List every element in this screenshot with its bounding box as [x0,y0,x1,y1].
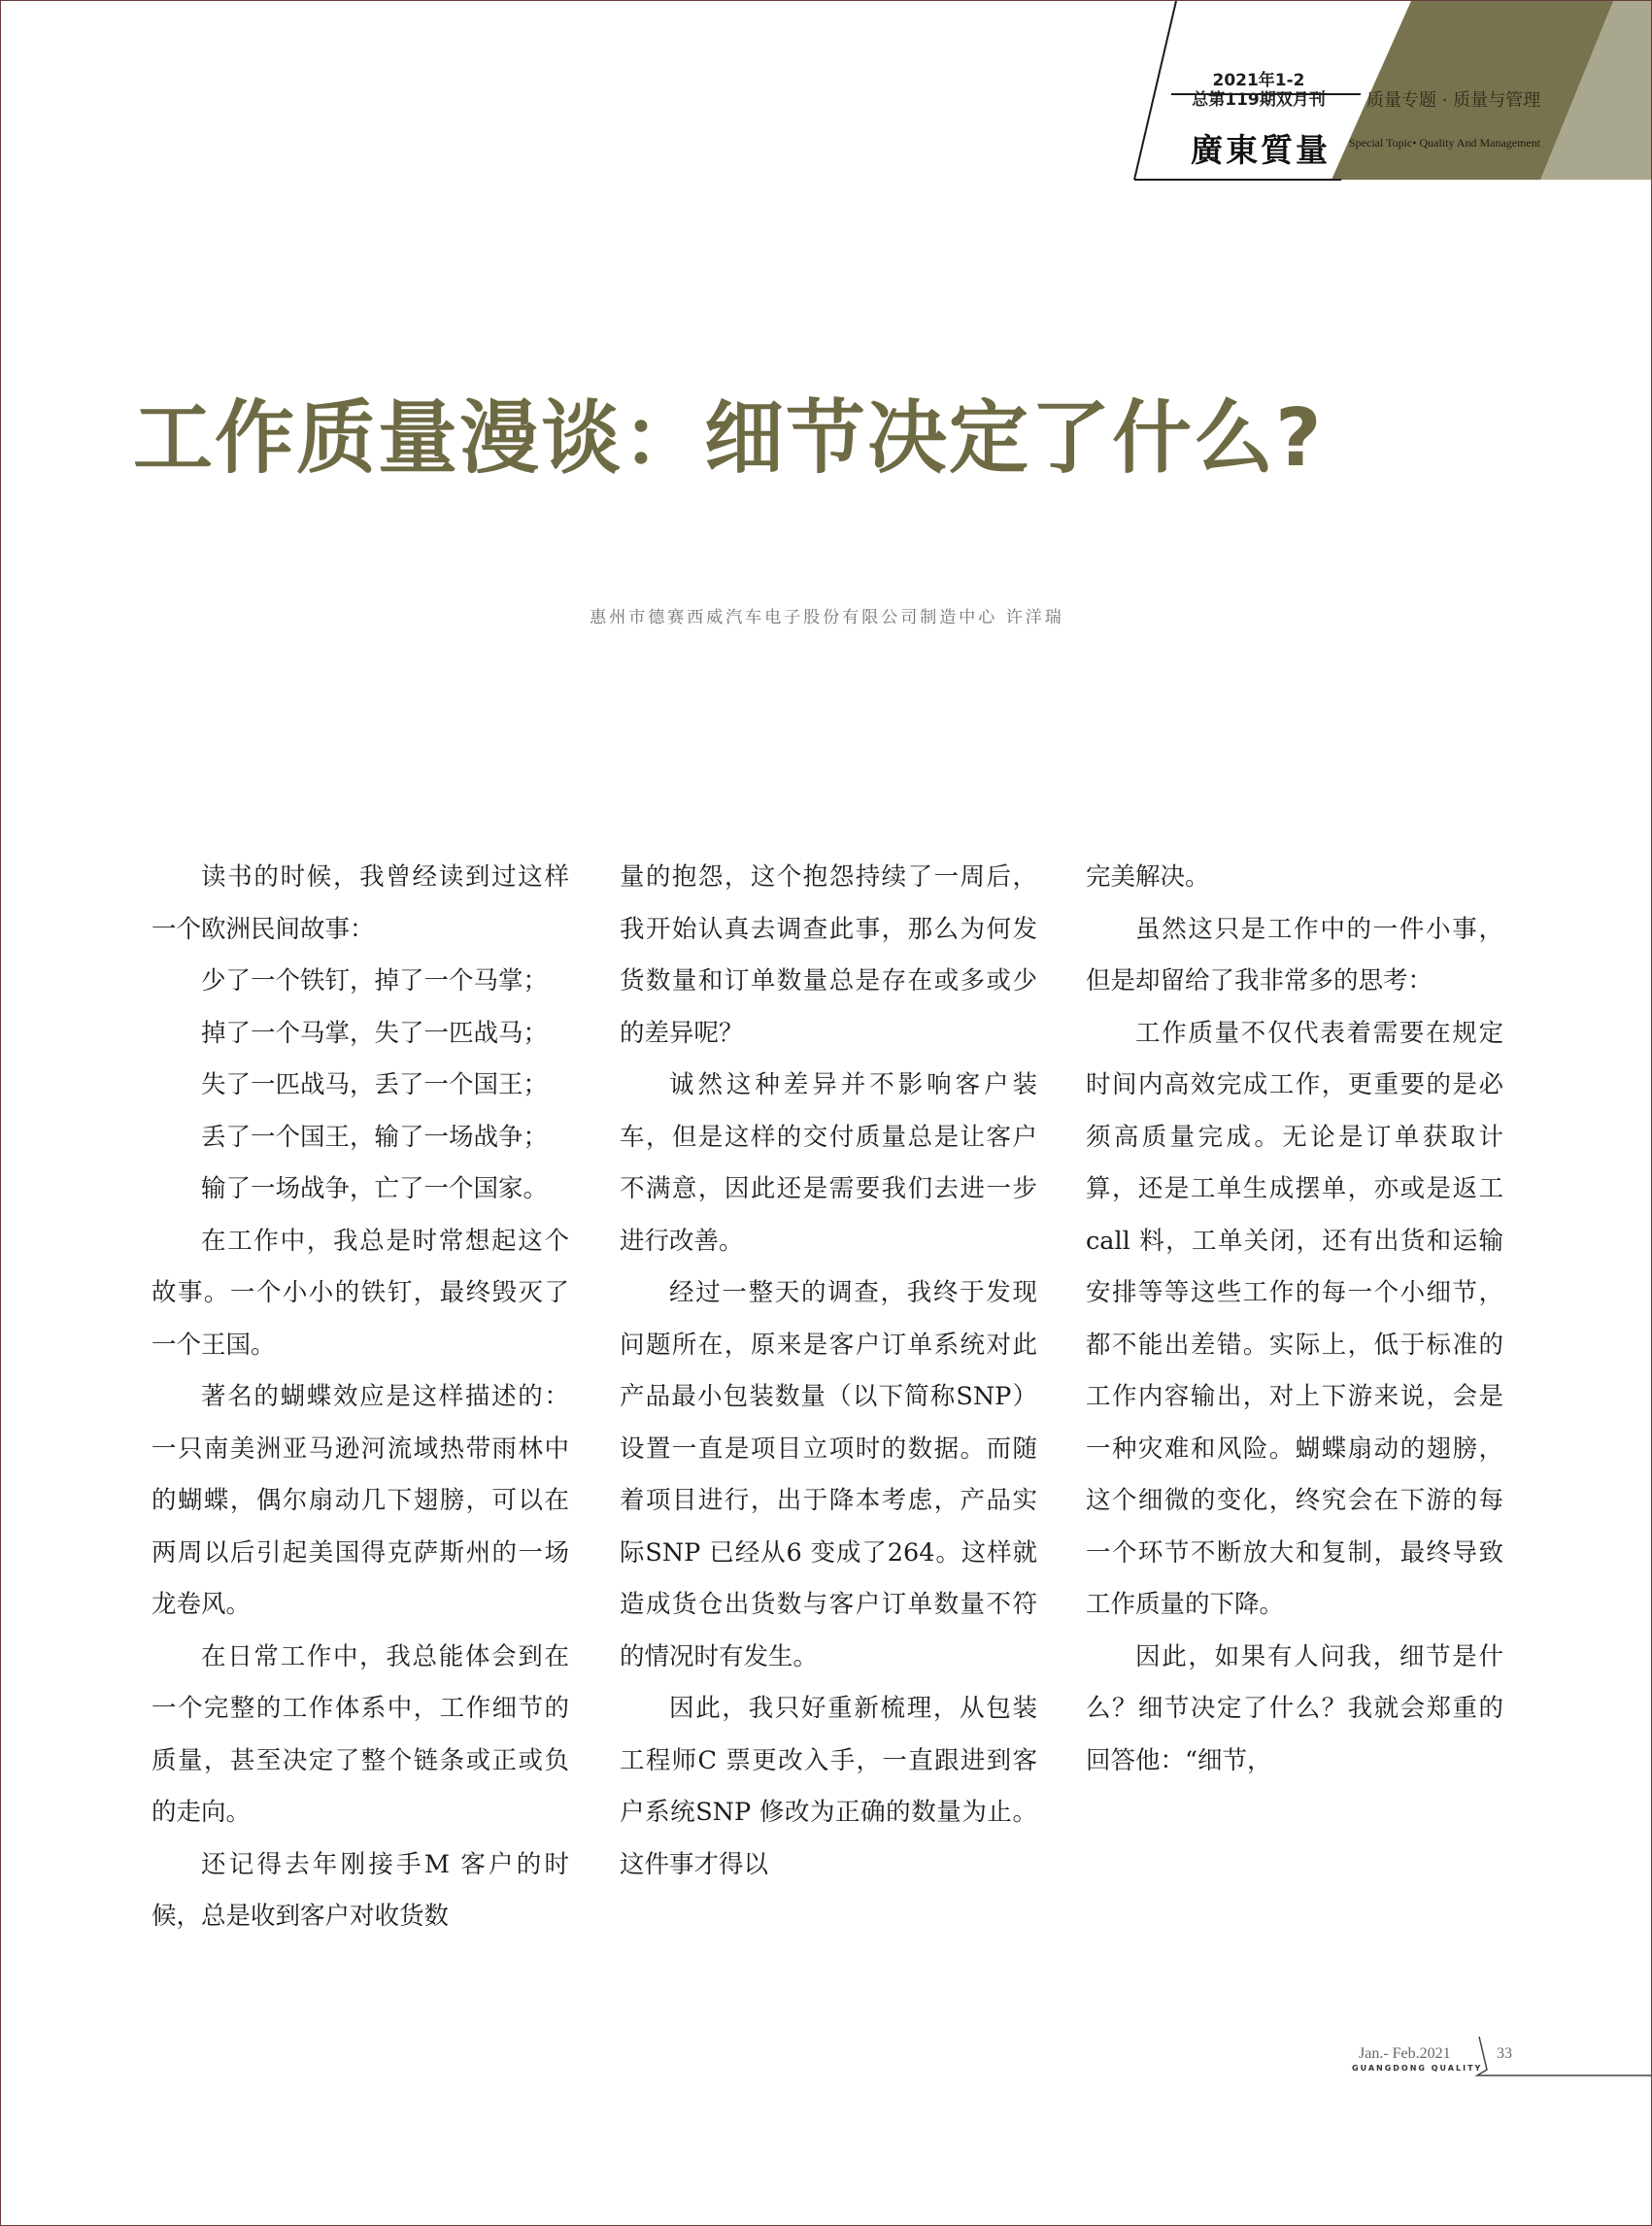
footer-magazine-name: GUANGDONG QUALITY [1352,2064,1483,2073]
paragraph: 诚然这种差异并不影响客户装车，但是这样的交付质量总是让客户不满意，因此还是需要我们去进一步进行改善。 [620,1070,1037,1256]
page-number: 33 [1497,2045,1512,2062]
issue-date: 2021年1-2 [1212,71,1305,90]
paragraph: 在日常工作中，我总能体会到在一个完整的工作体系中，工作细节的质量，甚至决定了整个链条或正或负的走向。 [152,1641,569,1827]
paragraph: 因此，我只好重新梳理，从包装工程师C 票更改入手，一直跟进到客户系统SNP 修改为正确的数量为止。这件事才得以 [620,1694,1037,1879]
paragraph: 读书的时候，我曾经读到过这样一个欧洲民间故事： [152,862,569,944]
article-column-2 [620,852,1037,1891]
paragraph-continued: 量的抱怨，这个抱怨持续了一周后，我开始认真去调查此事，那么为何发货数量和订单数量总是存在或多或少的差异呢？ [620,862,1037,1048]
verse-line: 丢了一个国王，输了一场战争； [201,1122,549,1152]
article-title: 工作质量漫谈：细节决定了什么? [133,391,1324,485]
verse-line: 失了一匹战马，丢了一个国王； [201,1070,549,1099]
verse-line: 少了一个铁钉，掉了一个马掌； [201,966,549,995]
paragraph: 著名的蝴蝶效应是这样描述的：一只南美洲亚马逊河流域热带雨林中的蝴蝶，偶尔扇动几下翅膀，可以在两周以后引起美国得克萨斯州的一场龙卷风。 [152,1382,569,1619]
article-author: 惠州市德赛西威汽车电子股份有限公司制造中心 许洋瑞 [590,608,1064,627]
article-column-3 [1086,852,1503,1787]
paragraph: 经过一整天的调查，我终于发现问题所在，原来是客户订单系统对此产品最小包装数量（以下简称SNP）设置一直是项目立项时的数据。而随着项目进行，出于降本考虑，产品实际SNP 已经从6 变成了264。这样就造成货仓出货数与客户订单数量不符的情况时有发生。 [620,1278,1037,1671]
verse-line: 掉了一个马掌，失了一匹战马； [201,1018,549,1048]
paragraph: 因此，如果有人问我，细节是什么？细节决定了什么？我就会郑重的回答他：“细节， [1086,1641,1503,1775]
issue-number: 总第119期双月刊 [1192,90,1326,110]
paragraph: 虽然这只是工作中的一件小事，但是却留给了我非常多的思考： [1086,914,1503,995]
section-topic-english: Special Topic• Quality And Management [1349,136,1541,150]
section-topic: 质量专题 · 质量与管理 [1366,90,1541,111]
issue-info [1157,71,1361,110]
paragraph: 还记得去年刚接手M 客户的时候，总是收到客户对收货数 [152,1849,569,1931]
paragraph: 工作质量不仅代表着需要在规定时间内高效完成工作，更重要的是必须高质量完成。无论是订单获取计算，还是工单生成摆单，亦或是返工call 料，工单关闭，还有出货和运输安排等等这些工作的每一个小细节，都不能出差错。实际上，低于标准的工作内容输出，对上下游来说，会是一种灾难和风险。蝴蝶扇动的翅膀，这个细微的变化，终究会在下游的每一个环节不断放大和复制，最终导致工作质量的下降。 [1086,1018,1503,1619]
paragraph-continued: 完美解决。 [1086,862,1210,892]
article-column-1 [152,852,569,1943]
paragraph: 在工作中，我总是时常想起这个故事。一个小小的铁钉，最终毁灭了一个王国。 [152,1226,569,1360]
verse-line: 输了一场战争，亡了一个国家。 [201,1174,549,1203]
magazine-logo: 廣東質量 [1191,131,1331,169]
footer-date: Jan.- Feb.2021 [1359,2045,1451,2062]
